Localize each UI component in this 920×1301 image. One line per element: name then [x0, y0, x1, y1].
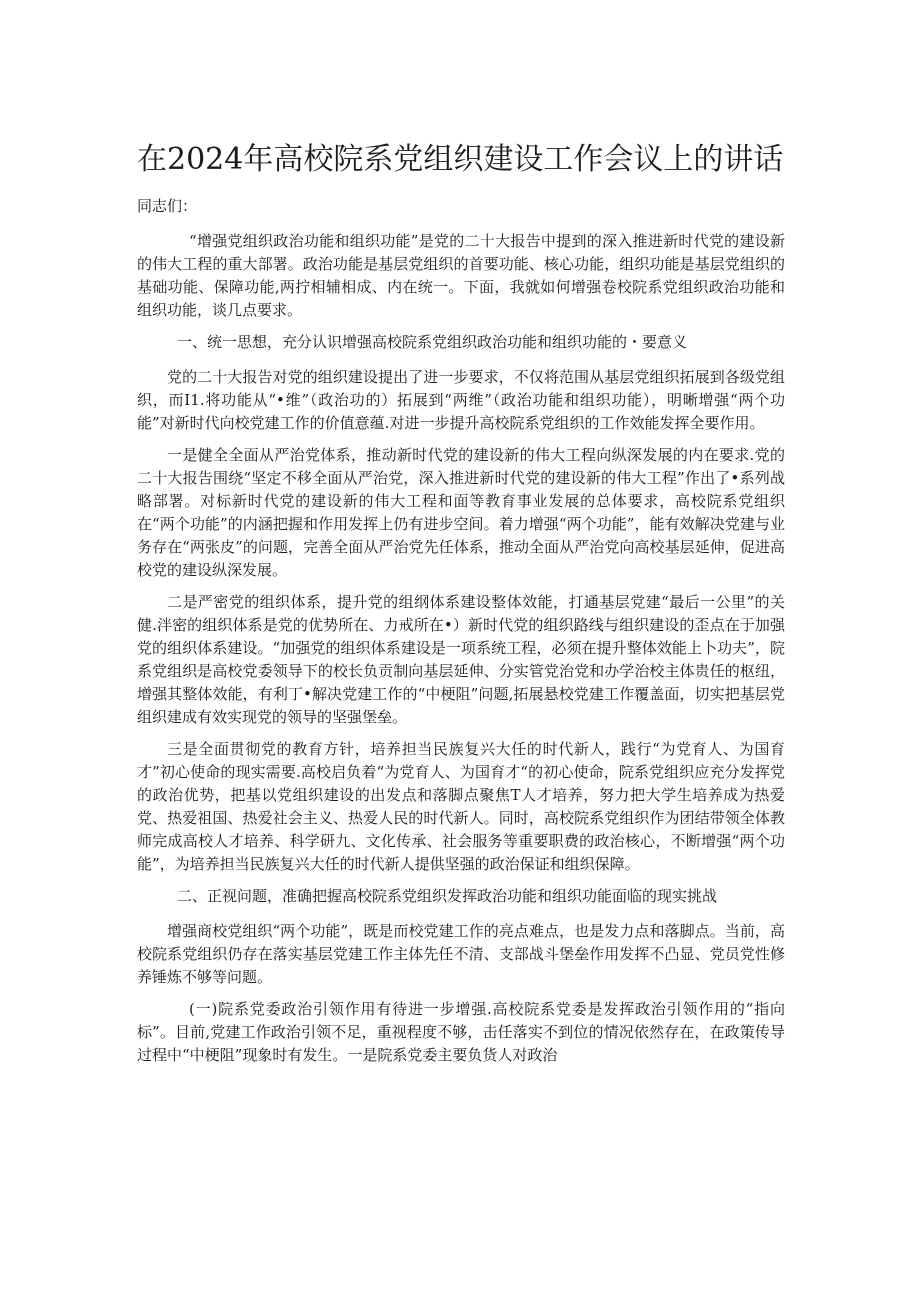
intro-paragraph: “增强党组织政治功能和组织功能”是党的二十大报告中提到的深入推进新时代党的建设新的伟大工程的重大部署。政治功能是基层党组织的首要功能、核心功能，组织功能是基层党组织的基础功能、保障功能,两拧相辅相成、内在统一。下面，我就如何增强卷校院系党组织政治功能和组织功能，谈几点要求。 [137, 232, 785, 319]
paragraph: 三是全面贯彻党的教育方针，培养担当民族复兴大任的时代新人，践行“为党育人、为国育才”初心使命的现实需要.高校启负着“为党育人、为国育才“的初心使命，院系党组织应充分发挥党的政治优势，把基以党组织建设的出发点和落脚点聚焦T人才培养，努力把大学生培养成为热爱党、热爱祖国、热爱社会主义、热爱人民的时代新人。同时，高校院系党组织作为团结带领全体教师完成高校人才培养、科学研九、文化传承、社会服务等重要职费的政治核心，不断增强“两个功能”，为培养担当民族复兴大任的时代新人提供坚强的政治保证和组织保障。 [137, 740, 785, 873]
section-heading-2: 二、正视问题，准确把握高校院系党组织发挥政治功能和组织功能面临的现实挑战 [177, 887, 718, 905]
paragraph: 增强商校党组织“两个功能”，既是而校党建工作的亮点难点，也是发力点和落脚点。当前，高校院系党组织仍存在落实基层党建工作主体先任不清、支部战斗堡垒作用发挥不凸显、党员党性修养锤炼不够等问题。 [137, 922, 785, 986]
salutation: 同志们： [137, 197, 198, 215]
paragraph: (一)院系党委政治引领作用有待进一步增强.高校院系党委是发挥政治引领作用的“指向标”。目前,党建工作政治引领不足，重视程度不够，击任落实不到位的情况依然存在，在政策传导过程中“中梗阻”现象时有发生。一是院系党委主要负货人对政治 [137, 1000, 785, 1064]
paragraph: 二是严密党的组织体系，提升党的组纲体系建设整体效能，打通基层党建“最后一公里”的关健.泮密的组织体系是党的优势所在、力戒所在•）新时代党的组织路线与组织建设的歪点在于加强党的组织体系建设。“加强党的组织体系建设是一项系统工程，必须在提升整体效能上卜功夫”，院系党组织是高校党委领导下的校长负贡制向基层延伸、分实管党治党和办学治校主体贵任的枢纽，增强其整体效能，有利丁•解决党建工作的“中梗阻”问题,拓展悬校党建工作覆盖面，切实把基层党组织建成有效实现党的领导的坚强堡垒。 [137, 593, 785, 726]
section-heading-1: 一、统一思想，充分认识增强高校院系党组织政治功能和组织功能的・要意义 [177, 333, 688, 351]
paragraph: 党的二十大报告对党的组织建设提出了进一步要求，不仅将范围从基层党组织拓展到各级党组织，而I1.将功能从“•维”（政治功的）拓展到“两维”（政治功能和组织功能），明晰增强“两个功能”对新时代向校党建工作的价值意蕴.对进一步提升高校院系党组织的工作效能发挥全要作用。 [137, 368, 785, 432]
document-title: 在2024年高校院系党组织建设工作会议上的讲话 [137, 142, 784, 177]
document-body [137, 230, 785, 1076]
paragraph: 一是健全全面从严治党体系，推动新时代党的建设新的伟大工程向纵深发展的内在要求.党的二十大报告围绕“坚定不移全面从严治党，深入推进新时代党的建设新的伟大工程”作出了•系列战略部署。对标新时代党的建设新的伟大工程和面等教育事业发展的总体要求，高校院系党组织在“两个功能”的内涵把握和作用发挥上仍有进步空间。着力增强“两个功能”，能有效解决党建与业务存在“两张皮”的问题，完善全面从严治党先任体系，推动全面从严治党向高校基层延伸，促进高校党的建设纵深发展。 [137, 446, 785, 579]
